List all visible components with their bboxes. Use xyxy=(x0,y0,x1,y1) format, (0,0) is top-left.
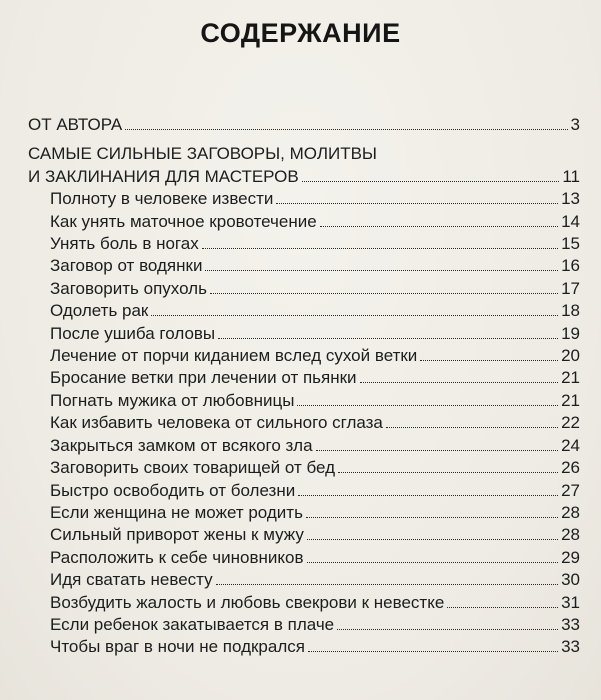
toc-page-number: 28 xyxy=(561,525,580,545)
toc-page-number: 27 xyxy=(561,480,580,500)
toc-page-number: 24 xyxy=(561,435,580,455)
toc-entry xyxy=(28,367,580,389)
toc-leader-dots xyxy=(298,495,558,496)
toc-leader-dots xyxy=(302,181,560,182)
toc-leader-dots xyxy=(307,539,558,540)
toc-page-number: 29 xyxy=(561,547,580,567)
toc-page-number: 26 xyxy=(561,458,580,478)
table-of-contents xyxy=(28,114,580,659)
toc-leader-dots xyxy=(216,584,558,585)
toc-page-number: 17 xyxy=(561,278,580,298)
toc-entry xyxy=(28,636,580,658)
toc-entry xyxy=(28,547,580,569)
toc-page-number: 20 xyxy=(561,346,580,366)
toc-entry xyxy=(28,614,580,636)
toc-entry-label: Чтобы враг в ночи не подкрался xyxy=(50,637,305,657)
toc-entry-label: Одолеть рак xyxy=(50,301,149,321)
toc-entry xyxy=(28,480,580,502)
toc-section xyxy=(28,143,580,188)
toc-page-number: 33 xyxy=(561,614,580,634)
toc-page-number: 18 xyxy=(561,301,580,321)
toc-entry-label: Идя сватать невесту xyxy=(50,570,213,590)
toc-page-number: 3 xyxy=(570,115,580,134)
toc-page-number: 30 xyxy=(561,570,580,590)
toc-entry xyxy=(28,435,580,457)
toc-leader-dots xyxy=(205,270,558,271)
toc-page-number: 21 xyxy=(561,390,580,410)
toc-entry-label: Полноту в человеке извести xyxy=(50,189,274,209)
toc-page-number: 15 xyxy=(561,234,580,254)
toc-leader-dots xyxy=(386,427,558,428)
toc-page-number: 13 xyxy=(561,189,580,209)
toc-leader-dots xyxy=(360,382,559,383)
toc-leader-dots xyxy=(276,203,558,204)
toc-entry xyxy=(28,592,580,614)
toc-entry-label: Заговорить своих товарищей от бед xyxy=(50,458,336,478)
toc-entry xyxy=(28,300,580,322)
toc-entry-label: Если женщина не может родить xyxy=(50,502,303,522)
toc-page-number: 11 xyxy=(562,166,580,186)
toc-entry xyxy=(28,188,580,210)
toc-leader-dots xyxy=(447,607,558,608)
toc-entry xyxy=(28,457,580,479)
toc-entry-label: Расположить к себе чиновников xyxy=(50,547,304,567)
toc-entry-label: Сильный приворот жены к мужу xyxy=(50,525,304,545)
toc-page-number: 33 xyxy=(561,637,580,657)
toc-page-number: 16 xyxy=(561,256,580,276)
toc-entry xyxy=(28,255,580,277)
toc-leader-dots xyxy=(308,651,558,652)
toc-entry-label: Заговор от водянки xyxy=(50,256,203,276)
toc-entry xyxy=(28,233,580,255)
toc-entry xyxy=(28,412,580,434)
toc-entry-label: Лечение от порчи киданием вслед сухой ветки xyxy=(50,346,418,366)
toc-entry xyxy=(28,390,580,412)
toc-leader-dots xyxy=(306,517,558,518)
toc-entry-label: Унять боль в ногах xyxy=(50,234,199,254)
toc-leader-dots xyxy=(125,129,567,130)
toc-entry xyxy=(28,569,580,591)
toc-section-title-line1: САМЫЕ СИЛЬНЫЕ ЗАГОВОРЫ, МОЛИТВЫ xyxy=(28,144,377,164)
toc-page-number: 21 xyxy=(561,368,580,388)
toc-entry xyxy=(28,211,580,233)
toc-leader-dots xyxy=(151,315,558,316)
toc-entry-label: ОТ АВТОРА xyxy=(28,115,123,134)
toc-entry xyxy=(28,345,580,367)
toc-leader-dots xyxy=(307,562,559,563)
toc-leader-dots xyxy=(218,338,558,339)
toc-leader-dots xyxy=(420,360,558,361)
toc-entry-label: Как унять маточное кровотечение xyxy=(50,211,317,231)
toc-items xyxy=(28,188,580,659)
toc-entry-label: Бросание ветки при лечении от пьянки xyxy=(50,368,357,388)
toc-entry-label: Возбудить жалость и любовь свекрови к невестке xyxy=(50,592,445,612)
toc-leader-dots xyxy=(338,472,558,473)
toc-section-title-line2 xyxy=(28,166,580,188)
toc-page-number: 14 xyxy=(561,211,580,231)
toc-entry-label: Заговорить опухоль xyxy=(50,278,207,298)
page-title: СОДЕРЖАНИЕ xyxy=(200,18,401,48)
toc-page-number: 31 xyxy=(561,592,580,612)
toc-entry-label: Быстро освободить от болезни xyxy=(50,480,296,500)
toc-entry xyxy=(28,278,580,300)
toc-entry xyxy=(28,323,580,345)
toc-leader-dots xyxy=(337,629,558,630)
toc-entry xyxy=(28,524,580,546)
toc-leader-dots xyxy=(210,293,558,294)
toc-entry-label: После ушиба головы xyxy=(50,323,216,343)
toc-entry-label: Если ребенок закатывается в плаче xyxy=(50,614,335,634)
toc-leader-dots xyxy=(316,450,559,451)
toc-page-number: 19 xyxy=(561,323,580,343)
toc-entry-author xyxy=(28,114,580,136)
toc-leader-dots xyxy=(320,226,558,227)
toc-entry-label: Как избавить человека от сильного сглаза xyxy=(50,413,383,433)
toc-entry-label: Закрыться замком от всякого зла xyxy=(50,435,313,455)
toc-entry-label: И ЗАКЛИНАНИЯ ДЛЯ МАСТЕРОВ xyxy=(28,166,299,186)
toc-leader-dots xyxy=(297,405,558,406)
toc-page-number: 28 xyxy=(561,502,580,522)
toc-entry xyxy=(28,502,580,524)
toc-leader-dots xyxy=(202,248,558,249)
toc-entry-label: Погнать мужика от любовницы xyxy=(50,390,295,410)
toc-page-number: 22 xyxy=(561,413,580,433)
